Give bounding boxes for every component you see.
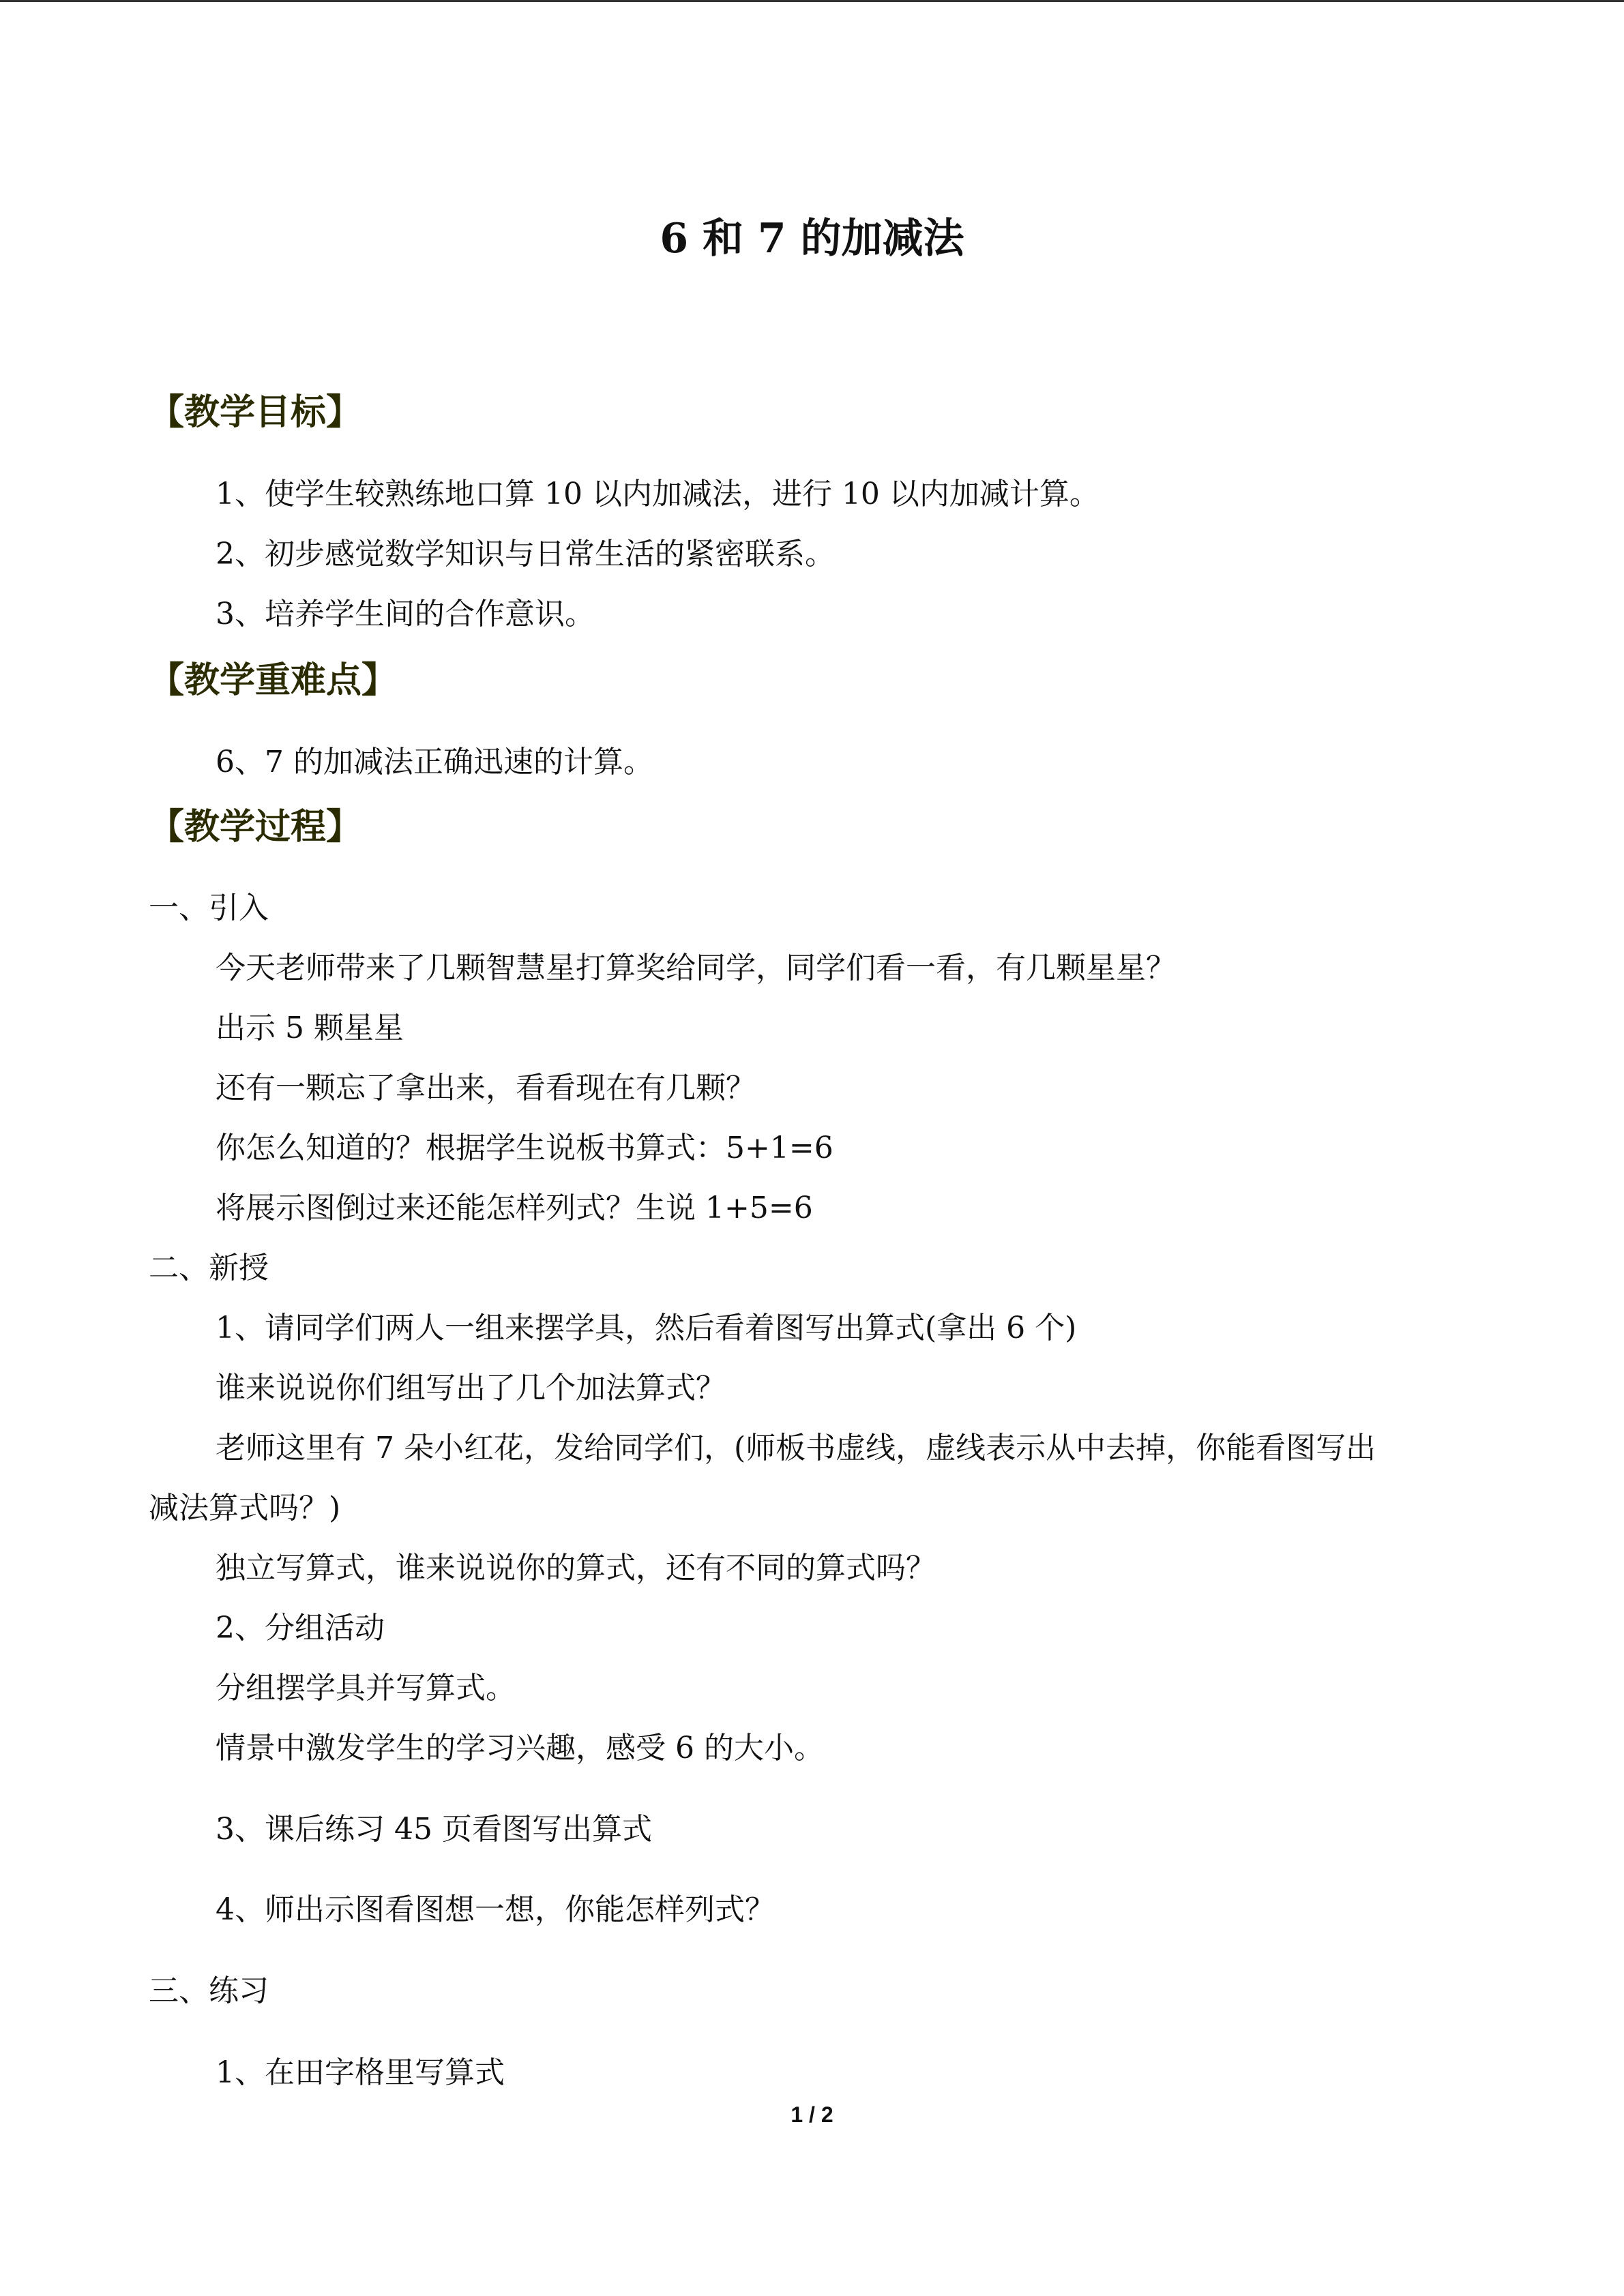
practice-line-1: 1、在田字格里写算式 [216, 2055, 505, 2090]
keypoint-item-1: 6、7 的加减法正确迅速的计算。 [216, 745, 653, 779]
goal-item-2: 2、初步感觉数学知识与日常生活的紧密联系。 [216, 537, 835, 571]
page-number: 1 / 2 [791, 2102, 833, 2127]
intro-line-1: 今天老师带来了几颗智慧星打算奖给同学，同学们看一看，有几颗星星？ [216, 951, 1176, 985]
document-title: 6 和 7 的加减法 [660, 215, 964, 263]
new-lesson-line-4: 独立写算式，谁来说说你的算式，还有不同的算式吗？ [216, 1551, 936, 1585]
goal-item-3: 3、培养学生间的合作意识。 [216, 597, 595, 631]
new-lesson-line-1: 1、请同学们两人一组来摆学具，然后看着图写出算式(拿出 6 个) [216, 1311, 1077, 1345]
new-lesson-line-6: 分组摆学具并写算式。 [216, 1671, 516, 1705]
intro-line-5: 将展示图倒过来还能怎样列式？生说 1+5=6 [216, 1191, 813, 1225]
goal-item-1: 1、使学生较熟练地口算 10 以内加减法，进行 10 以内加减计算。 [216, 477, 1099, 511]
intro-line-3: 还有一颗忘了拿出来，看看现在有几颗？ [216, 1071, 756, 1105]
new-lesson-line-5: 2、分组活动 [216, 1611, 385, 1645]
part-title-intro: 一、引入 [149, 891, 269, 925]
new-lesson-line-9: 4、师出示图看图想一想，你能怎样列式？ [216, 1892, 775, 1927]
part-title-practice: 三、练习 [149, 1973, 269, 2008]
new-lesson-line-7: 情景中激发学生的学习兴趣，感受 6 的大小。 [216, 1731, 824, 1765]
page-top-border [0, 0, 1624, 2]
intro-line-4: 你怎么知道的？根据学生说板书算式：5+1=6 [216, 1131, 833, 1165]
section-heading-keypoints: 【教学重难点】 [149, 659, 398, 701]
part-title-new-lesson: 二、新授 [149, 1251, 269, 1285]
section-heading-goals: 【教学目标】 [149, 391, 362, 433]
new-lesson-line-2: 谁来说说你们组写出了几个加法算式？ [216, 1371, 726, 1405]
new-lesson-line-8: 3、课后练习 45 页看图写出算式 [216, 1812, 652, 1847]
section-heading-process: 【教学过程】 [149, 806, 362, 848]
new-lesson-line-3: 老师这里有 7 朵小红花，发给同学们，(师板书虚线，虚线表示从中去掉，你能看图写出 [216, 1431, 1376, 1465]
intro-line-2: 出示 5 颗星星 [216, 1011, 404, 1045]
new-lesson-line-3-cont: 减法算式吗？) [149, 1491, 341, 1525]
